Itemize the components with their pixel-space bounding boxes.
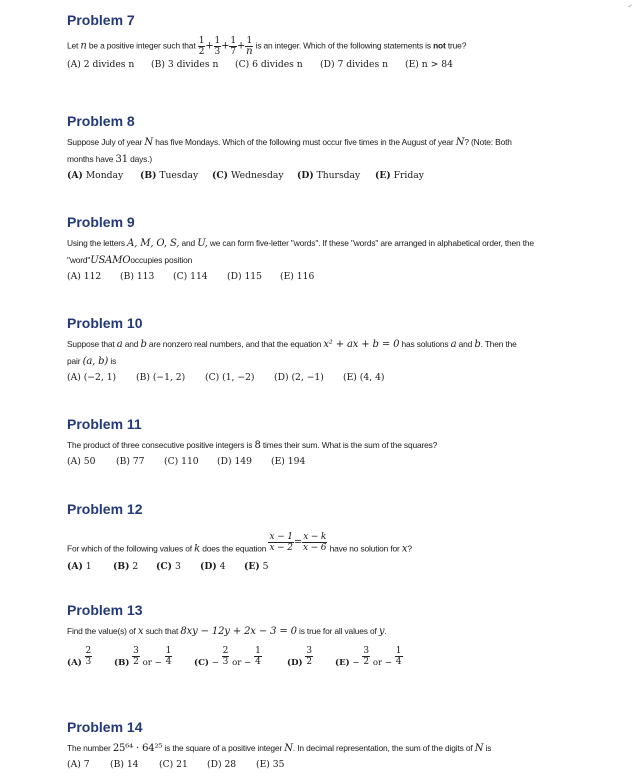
choice-c: (C) 3: [156, 561, 181, 572]
answer-choices: [67, 648, 622, 672]
problem-7: [67, 12, 622, 77]
problem-12: [67, 501, 622, 579]
fraction: $\frac{x - 1}{x - 2}$: [269, 532, 293, 553]
choice-e: (E) (4, 4): [343, 372, 385, 383]
answer-choices: [67, 759, 622, 777]
fraction: $\frac{1}{2}$: [198, 36, 205, 57]
choice-a: (A) 1: [67, 561, 92, 572]
choice-a: (A) 7: [67, 759, 90, 770]
choice-a: (A) $\frac{2}{3}$: [67, 646, 92, 668]
problem-statement: For which of the following values of k does the equation $\frac{x - 1}{x - 2}$ = $\frac{x - k}{x - 6}$ have no solution for x?: [67, 532, 412, 555]
problem-8: [67, 113, 622, 188]
answer-choices: [67, 271, 622, 289]
problem-title: Problem 13: [67, 602, 143, 618]
fraction: $\frac{x - k}{x - 6}$: [303, 532, 327, 553]
problem-10: [67, 315, 622, 390]
choice-b: (B) 14: [110, 759, 139, 770]
problem-statement: Suppose that a and b are nonzero real numbers, and that the equation x² + ax + b = 0 has solutions a and b. Then the pair (a, b) is: [67, 339, 517, 367]
choice-a: (A) (−2, 1): [67, 372, 117, 383]
answer-choices: [67, 456, 622, 474]
problem-title: Problem 7: [67, 12, 135, 28]
problem-title: Problem 11: [67, 416, 142, 432]
choice-d: (D) 149: [217, 456, 252, 467]
choice-d: (D) Thursday: [297, 170, 361, 181]
problem-9: [67, 214, 622, 289]
fraction: $\frac{1}{7}$: [230, 36, 236, 57]
choice-e: (E) 35: [256, 759, 285, 770]
problem-14: [67, 719, 622, 777]
choice-c: (C) 21: [159, 759, 188, 770]
choice-d: (D) 28: [207, 759, 237, 770]
choice-b: (B) 3 divides n: [151, 59, 219, 70]
problem-title: Problem 12: [67, 501, 143, 517]
fraction: $\frac{1}{n}$: [246, 36, 253, 57]
choice-a: (A) 50: [67, 456, 96, 467]
problem-statement: Let n be a positive integer such that $\frac{1}{2}$ + $\frac{1}{3}$ + $\frac{1}{7}$ + $\frac{1}{n}$ is an integer. Which of the following statements is not true?: [67, 36, 467, 57]
problem-title: Problem 10: [67, 315, 143, 331]
problem-statement: The number 25⁶⁴ · 64²⁵ is the square of a positive integer N. In decimal representation, the sum of the digits of N is: [67, 743, 492, 754]
problem-title: Problem 14: [67, 719, 143, 735]
corner-mark: ⸙: [625, 2, 634, 11]
problem-statement: Using the letters A, M, O, S, and U, we can form five-letter "words". If these "words" are arranged in alphabetical order, then the "word"USAMOoccupies position: [67, 238, 534, 266]
problem-statement: The product of three consecutive positive integers is 8 times their sum. What is the sum of the squares?: [67, 440, 438, 451]
choice-e: (E) n > 84: [405, 59, 453, 70]
choice-b: (B) 2: [113, 561, 139, 572]
choice-c: (C) 114: [173, 271, 208, 282]
choice-e: (E) 194: [271, 456, 306, 467]
answer-choices: [67, 372, 622, 390]
choice-d: (D) 115: [227, 271, 262, 282]
fraction: $\frac{1}{3}$: [214, 36, 221, 57]
choice-d: (D) $\frac{3}{2}$: [287, 646, 313, 668]
problem-statement: Suppose July of year N has five Mondays. Which of the following must occur five times in the August of year N? (Note: Both months have 31 days.): [67, 137, 512, 165]
answer-choices: [67, 59, 622, 77]
choice-d: (D) 4: [200, 561, 226, 572]
choice-d: (D) 7 divides n: [320, 59, 389, 70]
choice-a: (A) 112: [67, 271, 102, 282]
choice-e: (E) 116: [280, 271, 315, 282]
choice-b: (B) (−1, 2): [136, 372, 186, 383]
answer-choices: [67, 170, 622, 188]
problem-statement: Find the value(s) of x such that 8xy − 12y + 2x − 3 = 0 is true for all values of y.: [67, 626, 387, 637]
problem-title: Problem 9: [67, 214, 135, 230]
choice-b: (B) Tuesday: [140, 170, 199, 181]
choice-c: (C) 6 divides n: [235, 59, 303, 70]
choice-b: (B) 77: [116, 456, 145, 467]
problem-11: [67, 416, 622, 474]
answer-choices: [67, 561, 622, 579]
choice-c: (C) Wednesday: [212, 170, 284, 181]
choice-e: (E) 5: [244, 561, 269, 572]
choice-c: (C) 110: [164, 456, 199, 467]
choice-a: (A) 2 divides n: [67, 59, 135, 70]
choice-b: (B) 113: [120, 271, 155, 282]
problem-title: Problem 8: [67, 113, 135, 129]
choice-c: (C) (1, −2): [205, 372, 255, 383]
choice-b: (B) $\frac{3}{2}$ or − $\frac{1}{4}$: [114, 646, 172, 668]
problem-13: [67, 602, 622, 672]
choice-a: (A) Monday: [67, 170, 124, 181]
choice-e: (E) − $\frac{3}{2}$ or − $\frac{1}{4}$: [335, 646, 402, 668]
choice-d: (D) (2, −1): [274, 372, 324, 383]
choice-c: (C) − $\frac{2}{3}$ or − $\frac{1}{4}$: [194, 646, 261, 668]
choice-e: (E) Friday: [375, 170, 424, 181]
